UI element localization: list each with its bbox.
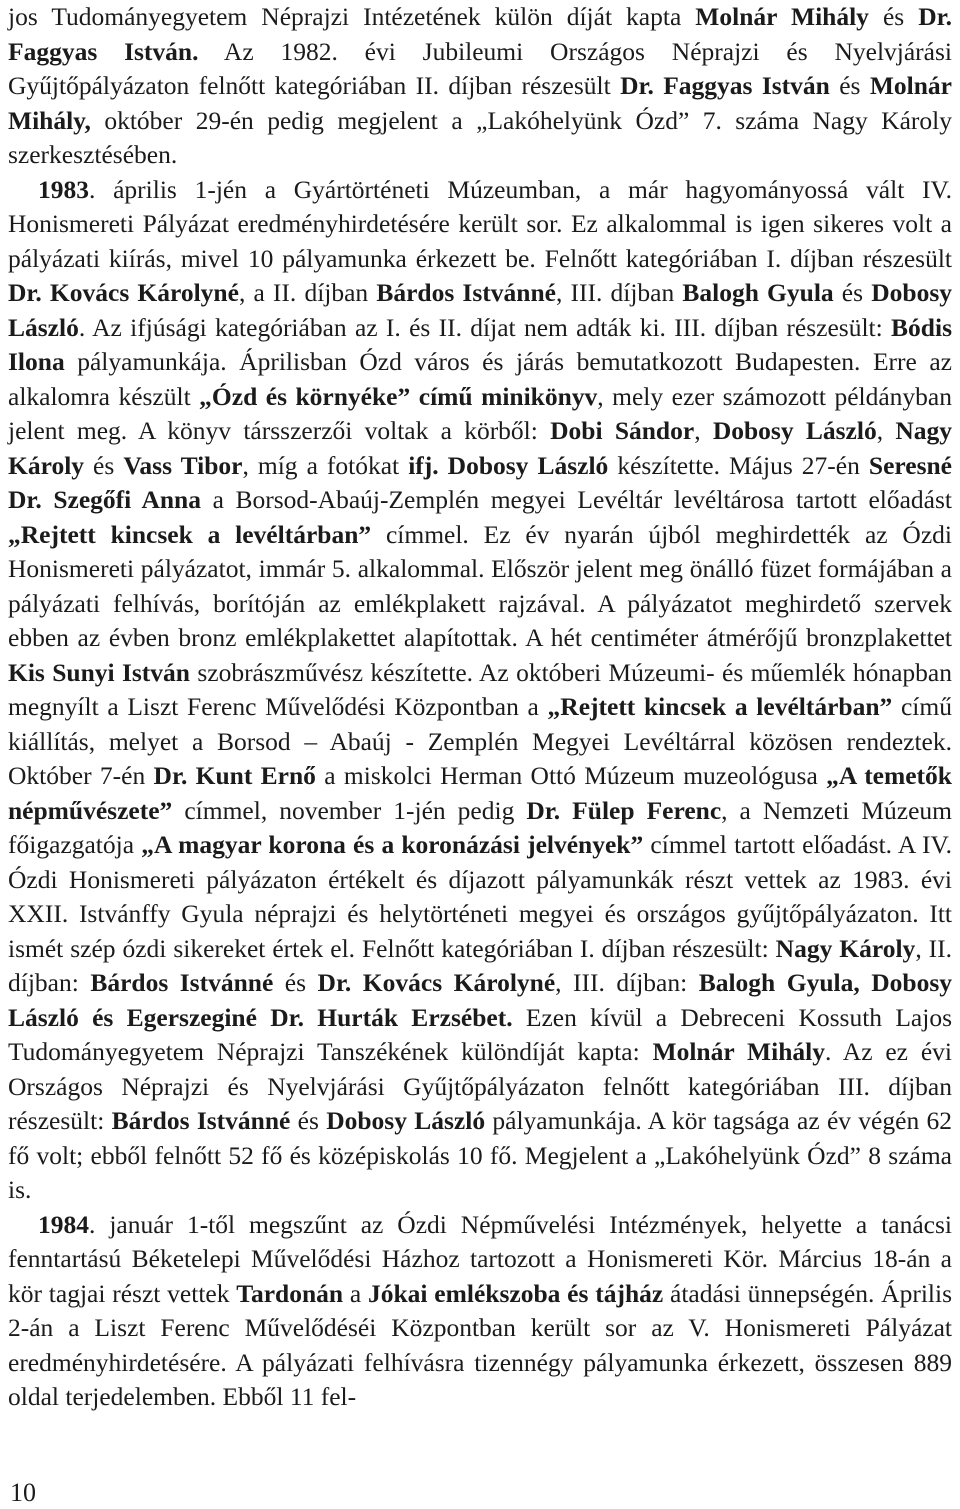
text-run: ,	[876, 416, 896, 445]
bold-run: Molnár Mihály,	[8, 71, 952, 135]
text-run: . január 1-től megszűnt az Ózdi Népművelési Intézmények, helyette a tanácsi fenntartású Béketelepi Művelődési Házhoz tartozott a Honismereti Kör. Március 18-án a kör tagjai részt vettek	[8, 1209, 952, 1308]
text-run: a miskolci Herman Ottó Múzeum muzeológusa	[315, 761, 827, 790]
text-run: címmel, november 1-jén pedig	[172, 795, 527, 825]
bold-run: Dobosy László	[8, 278, 952, 342]
text-run: címmel tartott előadást. A IV. Ózdi Honismereti pályázaton értékelt és díjazott pályamunkák részt vettek az 1983. évi XXII. Istvánffy Gyula néprajzi és helytörténeti megyei és országos gyűjtőpályázaton. Itt ismét szép ózdi sikereket értek el. Felnőtt kategóriában I. díjban részesült:	[8, 830, 952, 963]
text-run: . Az ez évi Országos Néprajzi és Nyelvjárási Gyűjtőpályázaton felnőtt kategóriában III. díjban részesült:	[8, 1037, 952, 1135]
text-run: . április 1-jén a Gyártörténeti Múzeumban, a már hagyományossá vált IV. Honismereti Pályázat eredményhirdetésére került sor. Ez alkalommal is igen sikeres volt a pályázati kiírás, mivel 10 pályamunka érkezett be. Felnőtt kategóriában I. díjban részesült	[8, 174, 952, 273]
text-run: ,	[694, 416, 713, 445]
bold-run: „Rejtett kincsek a levéltárban”	[547, 692, 893, 721]
text-run	[410, 382, 419, 411]
body-text	[8, 0, 952, 1415]
bold-run: „Rejtett kincsek a levéltárban”	[8, 519, 372, 549]
bold-run: „A magyar korona és a koronázási jelvények”	[141, 830, 644, 859]
text-run: , III. díjban	[555, 278, 683, 307]
bold-run: Bárdos Istvánné	[90, 968, 274, 997]
text-run: jos Tudományegyetem Néprajzi Intézetének külön díját kapta	[8, 2, 696, 31]
bold-run: Dr. Kovács Károlyné	[8, 278, 239, 307]
bold-run: Balogh Gyula, Dobosy László és Egerszeginé Dr. Hurták Erzsébet.	[8, 968, 952, 1032]
paragraph	[8, 1208, 952, 1415]
bold-run: Dr. Kovács Károlyné	[317, 968, 556, 997]
text-run: pályamunkája. Áprilisban Ózd város és járás bemutatkozott Budapesten. Erre az alkalomra készült	[8, 347, 952, 411]
bold-run: Vass Tibor	[123, 450, 243, 480]
text-run: és	[833, 278, 872, 307]
bold-run: Bárdos Istvánné	[376, 278, 556, 307]
text-run: című kiállítás, melyet a Borsod – Abaúj - Zemplén Megyei Levéltárral közösen rendeztek. Október 7-én	[8, 692, 952, 790]
bold-run: Bódis Ilona	[8, 312, 952, 376]
bold-run: Kis Sunyi István	[8, 657, 190, 687]
bold-run: Jókai emlékszoba és tájház	[367, 1278, 664, 1308]
paragraph	[8, 173, 952, 1208]
bold-run: Dr. Kunt Ernő	[153, 761, 316, 790]
text-run: szobrászművész készítette. Az októberi Múzeumi- és műemlék hónapban megnyílt a Liszt Ferenc Művelődési Központban a	[8, 657, 952, 721]
paragraph	[8, 0, 952, 173]
text-run: és	[829, 71, 870, 100]
page-number: 10	[10, 1478, 36, 1507]
text-run: címmel. Ez év nyarán újból meghirdették az Ózdi Honismereti pályázatot, immár 5. alkalommal. Először jelent meg önálló füzet formájában a pályázati felhívás, borítóján az emlékplakett rajzával. A pályázatot meghirdető szervek ebben az évben bronz emlékplakettet alapítottak. A hét centiméter átmérőjű bronzplakettet	[8, 519, 952, 652]
text-run: , a II. díjban	[238, 278, 377, 307]
text-run: és	[84, 450, 124, 480]
bold-run: „Ózd és környéke”	[199, 381, 411, 411]
text-run: Az 1982. évi Jubileumi Országos Néprajzi és Nyelvjárási Gyűjtőpályázaton felnőtt kategóriában II. díjban részesült	[8, 36, 952, 100]
bold-run: „A temetők népművészete”	[8, 761, 952, 825]
bold-run: Tardonán	[236, 1278, 344, 1308]
bold-run: Dobi Sándor	[550, 416, 695, 445]
bold-run: Dr. Fülep Ferenc	[526, 795, 722, 825]
text-run: átadási ünnepségén. Április 2-án a Liszt Ferenc Művelődéséi Központban került sor az V. Honismereti Pályázat eredményhirdetésére. A pályázati felhívásra tizennégy pályamunka érkezett, összesen 889 oldal terjedelemben. Ebből 11 fel-	[8, 1278, 952, 1411]
bold-run: Dr. Faggyas István.	[8, 2, 952, 66]
bold-run: című minikönyv	[418, 381, 598, 411]
text-run: és	[290, 1106, 327, 1135]
bold-run: Molnár Mihály	[695, 2, 869, 31]
bold-run: ifj. Dobosy László	[408, 450, 609, 480]
text-run: készítette. Május 27-én	[608, 450, 869, 480]
bold-run: Dobosy László	[326, 1106, 486, 1135]
text-run: a	[343, 1278, 368, 1308]
bold-run: 1983	[38, 174, 89, 204]
bold-run: Seresné Dr. Szegőfi Anna	[8, 450, 952, 514]
text-run: . Az ifjúsági kategóriában az I. és II. díjat nem adták ki. III. díjban részesült:	[78, 312, 892, 342]
text-run: , mely ezer számozott példányban jelent meg. A könyv társszerzői voltak a körből:	[8, 381, 952, 445]
bold-run: Nagy Károly	[8, 416, 953, 480]
text-run: , III. díjban:	[555, 968, 699, 997]
bold-run: Molnár Mihály	[652, 1037, 825, 1066]
bold-run: Dobosy László	[712, 416, 877, 445]
bold-run: Nagy Károly	[775, 933, 916, 963]
bold-run: 1984	[38, 1209, 89, 1239]
text-run: és	[868, 2, 919, 31]
text-run: , II. díjban:	[8, 933, 953, 997]
bold-run: Dr. Faggyas István	[620, 71, 830, 100]
text-run: pályamunkája. A kör tagsága az év végén 62 fő volt; ebből felnőtt 52 fő és középiskolás 10 fő. Megjelent a „Lakóhelyünk Ózd” 8 száma is.	[8, 1106, 952, 1204]
text-run: Ezen kívül a Debreceni Kossuth Lajos Tudományegyetem Néprajzi Tanszékének különdíját kapta:	[8, 1002, 952, 1066]
text-run: október 29-én pedig megjelent a „Lakóhelyünk Ózd” 7. száma Nagy Károly szerkesztésében.	[8, 105, 952, 169]
text-run: , a Nemzeti Múzeum főigazgatója	[8, 795, 952, 859]
bold-run: Balogh Gyula	[682, 278, 834, 307]
text-run: és	[273, 968, 318, 997]
text-run: a Borsod-Abaúj-Zemplén megyei Levéltár levéltárosa tartott előadást	[200, 485, 952, 514]
text-run: , míg a fotókat	[242, 450, 409, 480]
bold-run: Bárdos Istvánné	[111, 1106, 291, 1135]
